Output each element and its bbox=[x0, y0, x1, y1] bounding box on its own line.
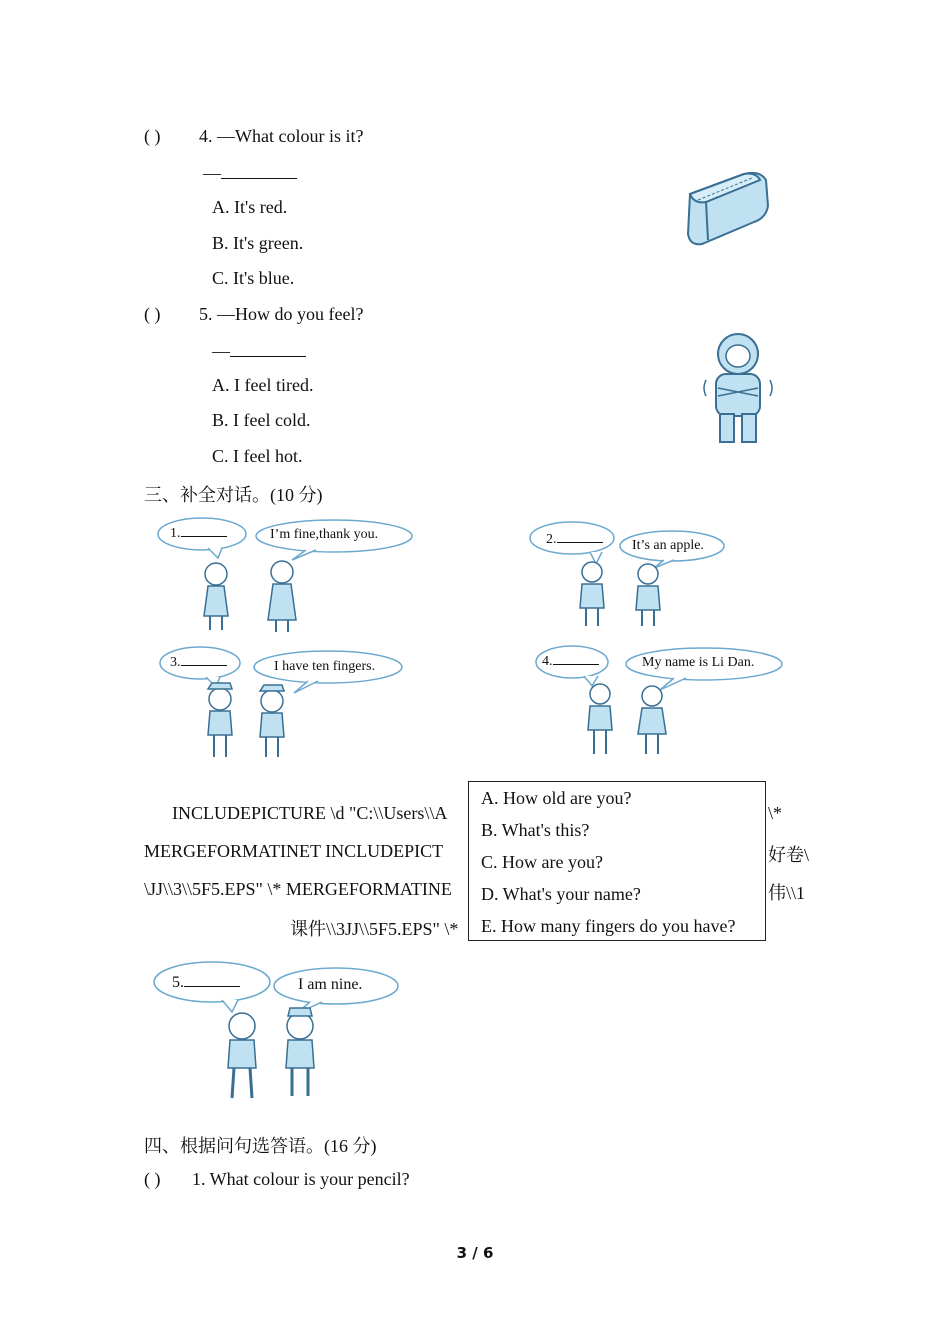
choice-c: C. How are you? bbox=[481, 852, 603, 872]
dialog-3-number: 3. bbox=[170, 655, 227, 671]
q5-paren: ( ) bbox=[144, 304, 161, 324]
q4-option-b: B. It's green. bbox=[212, 233, 304, 253]
choice-d: D. What's your name? bbox=[481, 884, 641, 904]
q4-answer-line: — bbox=[203, 162, 297, 184]
dialog-1-number: 1. bbox=[170, 526, 227, 542]
choice-e: E. How many fingers do you have? bbox=[481, 916, 736, 936]
dialog-4-reply: My name is Li Dan. bbox=[642, 655, 755, 670]
section3-title: 三、补全对话。(10 分) bbox=[144, 485, 323, 505]
dialog-panel-5 bbox=[152, 958, 402, 1104]
answer-choices-box bbox=[468, 781, 766, 941]
field-code-line-4: 课件\\3JJ\\5F5.EPS" \* bbox=[290, 919, 459, 939]
field-code-fragment-2: 好卷\ bbox=[768, 845, 810, 865]
field-code-fragment-3: 伟\\1 bbox=[768, 883, 806, 903]
q5-answer-line: — bbox=[212, 340, 306, 362]
field-code-line-1: INCLUDEPICTURE \d "C:\\Users\\A bbox=[172, 803, 448, 823]
q4-option-a: A. It's red. bbox=[212, 197, 288, 217]
q4-option-c: C. It's blue. bbox=[212, 268, 295, 288]
pencil-case-picture bbox=[682, 166, 774, 250]
dialog-1-reply: I’m fine,thank you. bbox=[270, 527, 379, 542]
dialog-panel-3 bbox=[158, 643, 408, 767]
q4-paren: ( ) bbox=[144, 126, 161, 146]
section4-title: 四、根据问句选答语。(16 分) bbox=[144, 1136, 377, 1156]
cold-person-picture bbox=[700, 330, 776, 452]
field-code-line-3: \JJ\\3\\5F5.EPS" \* MERGEFORMATINE bbox=[144, 879, 452, 899]
choice-b: B. What's this? bbox=[481, 820, 590, 840]
field-code-line-2: MERGEFORMATINET INCLUDEPICT bbox=[144, 841, 444, 861]
dialog-2-reply: It’s an apple. bbox=[632, 538, 704, 553]
dialog-3-reply: I have ten fingers. bbox=[274, 659, 376, 674]
dialog-5-reply: I am nine. bbox=[298, 976, 363, 993]
dialog-2-number: 2. bbox=[546, 532, 603, 548]
s4-q1-paren: ( ) bbox=[144, 1169, 161, 1189]
page-number: 3 / 6 bbox=[456, 1244, 494, 1262]
q5-option-a: A. I feel tired. bbox=[212, 375, 314, 395]
q5-stem: 5. —How do you feel? bbox=[199, 304, 364, 324]
choice-a: A. How old are you? bbox=[481, 788, 632, 808]
dialog-panel-1 bbox=[156, 514, 416, 634]
dialog-panel-2 bbox=[528, 516, 768, 630]
q4-stem: 4. —What colour is it? bbox=[199, 126, 364, 146]
s4-q1-stem: 1. What colour is your pencil? bbox=[192, 1169, 410, 1189]
dialog-panel-4 bbox=[534, 642, 786, 764]
q5-option-c: C. I feel hot. bbox=[212, 446, 303, 466]
dialog-4-number: 4. bbox=[542, 654, 599, 670]
field-code-fragment-1: \* bbox=[768, 803, 783, 823]
dialog-5-number: 5. bbox=[172, 974, 240, 992]
q5-option-b: B. I feel cold. bbox=[212, 410, 311, 430]
